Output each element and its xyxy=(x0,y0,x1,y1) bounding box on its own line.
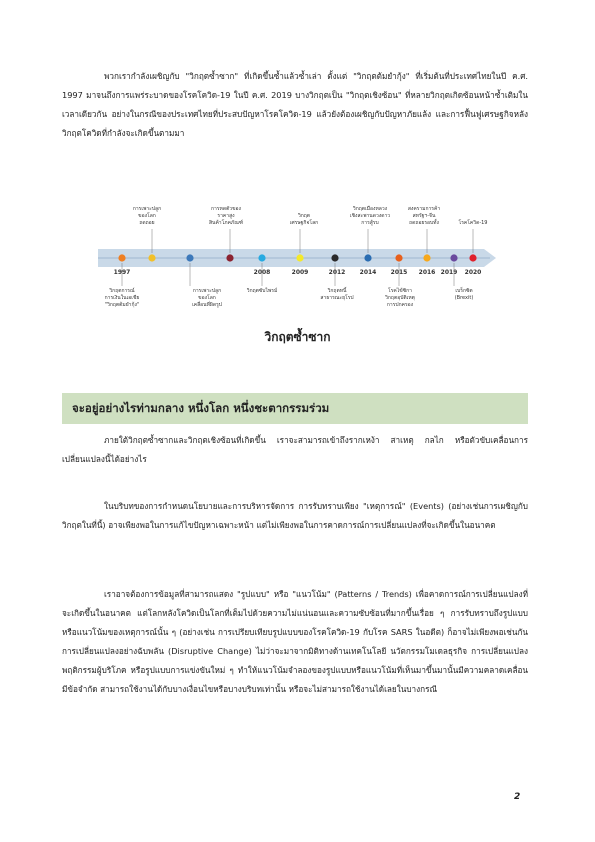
paragraph-4 xyxy=(62,585,528,699)
crisis-timeline-figure xyxy=(92,196,504,318)
timeline-event-above-label: สงครามการค้า xyxy=(407,206,441,212)
timeline-event-below-label: โรคไข้ซิกา xyxy=(388,288,412,294)
timeline-year-label: 1997 xyxy=(113,269,131,276)
timeline-event-below-label: วิกฤตซับไพรม์ xyxy=(246,288,278,294)
timeline-dot xyxy=(423,254,430,261)
paragraph-3 xyxy=(62,497,528,535)
timeline-event-below-label: วิกฤตหนี้ xyxy=(327,288,347,294)
timeline-dot xyxy=(148,254,155,261)
timeline-event-below-label: วิกฤตอุบัติเหตุ xyxy=(385,295,415,301)
timeline-dot xyxy=(296,254,303,261)
timeline-event-below-label: เคลื่อนที่ผิดรูป xyxy=(192,302,222,308)
timeline-event-above-label: สินค้าโภคภัณฑ์ xyxy=(208,220,244,226)
timeline-event-below-label: วิกฤตการณ์ xyxy=(109,288,135,294)
timeline-event-below-label: "วิกฤตต้มยำกุ้ง" xyxy=(104,302,140,308)
timeline-event-above-label: สหรัฐฯ-จีน xyxy=(412,213,436,219)
timeline-event-below-label: สาธารณะยุโรป xyxy=(320,295,354,301)
timeline-year-label: 2014 xyxy=(359,269,377,276)
timeline-year-label: 2019 xyxy=(440,269,458,276)
timeline-dot xyxy=(331,254,338,261)
timeline-event-below-label: การเงินในเอเชีย xyxy=(104,295,140,301)
timeline-dot xyxy=(450,254,457,261)
timeline-year-label: 2012 xyxy=(328,269,346,276)
timeline-year-label: 2020 xyxy=(464,269,482,276)
timeline-event-above-label: การสู้รบ xyxy=(361,220,379,226)
timeline-event-below-label: การเพาะปลูก xyxy=(192,288,222,294)
timeline-year-label: 2015 xyxy=(390,269,408,276)
timeline-event-above-label: โรคโควิด-19 xyxy=(458,220,488,226)
timeline-dot xyxy=(469,254,476,261)
timeline-event-below-label: (Brexit) xyxy=(454,295,474,301)
timeline-event-above-label: วิกฤตเมืองหลวง xyxy=(352,206,388,212)
timeline-event-above-label: การเพาะปลูก xyxy=(132,206,162,212)
timeline-year-label: 2016 xyxy=(418,269,436,276)
timeline-event-below-label: ของโลก xyxy=(198,295,216,301)
timeline-event-above-label: ราคาสูง xyxy=(217,213,235,219)
timeline-event-below-label: เบร็กซิต xyxy=(455,288,473,294)
timeline-year-label: 2008 xyxy=(253,269,271,276)
intro-paragraph xyxy=(62,67,528,143)
timeline-dot xyxy=(118,254,125,261)
paragraph-4-text: เราอาจต้องการข้อมูลที่สามารถแสดง "รูปแบบ" หรือ "แนวโน้ม" (Patterns / Trends) เพื่อคาดการณ์การเปลี่ยนแปลงที่จะเกิดขึ้นในอนาคต แต่โลกหลังโควิดเป็นโลกที่เต็มไปด้วยความไม่แน่นอนและความซับซ้อนที่มากขึ้นเรื่อย ๆ การรับทราบถึงรูปแบบหรือแนวโน้มของเหตุการณ์นั้น ๆ (อย่างเช่น การเปรียบเทียบรูปแบบของโรคโควิด-19 กับโรค SARS ในอดีต) ก็อาจไม่เพียงพอเช่นกัน การเปลี่ยนแปลงอย่างฉับพลัน (Disruptive Change) ไม่ว่าจะมาจากมิติทางด้านเทคโนโลยี นวัตกรรมโมเดลธุรกิจ การเปลี่ยนแปลงพฤติกรรมผู้บริโภค หรือรูปแบบการแข่งขันใหม่ ๆ ทำให้แนวโน้มจำลองของรูปแบบหรือแนวโน้มที่เห็นมาขึ้นมานั้นมีความคลาดเคลื่อน มีข้อจำกัด สามารถใช้งานได้กับบางเงื่อนไขหรือบางบริบทเท่านั้น หรือจะไม่สามารถใช้งานได้เลยในบางกรณี xyxy=(62,589,528,694)
section-heading: จะอยู่อย่างไรท่ามกลาง หนึ่งโลก หนึ่งชะตากรรมร่วม xyxy=(62,393,528,424)
paragraph-2 xyxy=(62,431,528,469)
intro-paragraph-text: พวกเรากำลังเผชิญกับ "วิกฤตซ้ำซาก" ที่เกิดขึ้นซ้ำแล้วซ้ำเล่า ตั้งแต่ "วิกฤตต้มยำกุ้ง" ที่เริ่มต้นที่ประเทศไทยในปี ค.ศ. 1997 มาจนถึงการแพร่ระบาดของโรคโควิด-19 ในปี ค.ศ. 2019 บางวิกฤตเป็น "วิกฤตเชิงซ้อน" ที่หลายวิกฤตเกิดซ้อนหน้าซ้ำเติมในเวลาเดียวกัน อย่างในกรณีของประเทศไทยที่ประสบปัญหาโรคโควิด-19 แล้วยังต้องเผชิญกับปัญหาภัยแล้ง และการฟื้นฟูเศรษฐกิจหลังวิกฤตโควิดที่กำลังจะเกิดขึ้นตามมา xyxy=(62,71,528,138)
timeline-event-above-label: ของโลก xyxy=(138,213,156,219)
timeline-dot xyxy=(364,254,371,261)
page-number: 2 xyxy=(514,792,521,802)
timeline-dot xyxy=(226,254,233,261)
paragraph-3-text: ในบริบทของการกำหนดนโยบายและการบริหารจัดการ การรับทราบเพียง "เหตุการณ์" (Events) (อย่างเช่นการเผชิญกับวิกฤตในที่นี้) อาจเพียงพอในการแก้ไขปัญหาเฉพาะหน้า แต่ไม่เพียงพอในการคาดการณ์การเปลี่ยนแปลงที่จะเกิดขึ้นในอนาคต xyxy=(62,501,528,530)
timeline-year-label: 2009 xyxy=(291,269,309,276)
timeline-dot xyxy=(395,254,402,261)
timeline-event-above-label: วิกฤต xyxy=(297,213,311,219)
timeline-event-above-label: ถดถอย xyxy=(139,220,155,226)
timeline-dot xyxy=(186,254,193,261)
timeline-event-above-label: ถดถอยรอบทั้ง xyxy=(409,220,439,226)
timeline-dot xyxy=(258,254,265,261)
figure-caption: วิกฤตซ้ำซาก xyxy=(264,330,331,344)
timeline-event-above-label: เชิงสะพานดวงดาว xyxy=(349,213,391,219)
timeline-event-above-label: เศรษฐกิจโลก xyxy=(289,220,319,226)
paragraph-2-text: ภายใต้วิกฤตซ้ำซากและวิกฤตเชิงซ้อนที่เกิดขึ้น เราจะสามารถเข้าถึงรากเหง้า สาเหตุ กลไก หรือตัวขับเคลื่อนการเปลี่ยนแปลงนี้ได้อย่างไร xyxy=(62,435,528,464)
timeline-event-below-label: การปกครอง xyxy=(386,302,414,308)
timeline-event-above-label: การหดตัวของ xyxy=(211,206,241,212)
